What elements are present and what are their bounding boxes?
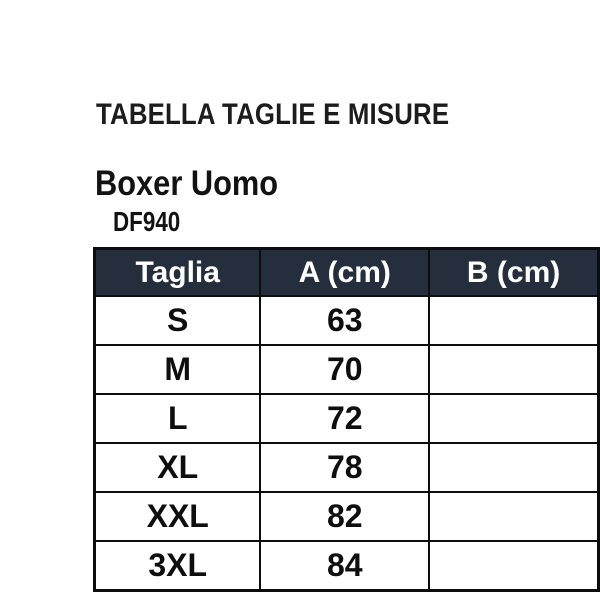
table-header-row xyxy=(95,249,599,297)
measure-b-cell xyxy=(429,492,598,541)
measure-a-cell: 84 xyxy=(260,541,429,591)
size-cell: S xyxy=(95,296,261,345)
measure-b-cell xyxy=(429,394,598,443)
column-header-size: Taglia xyxy=(95,249,261,297)
measure-b-cell xyxy=(429,443,598,492)
measure-a-cell: 82 xyxy=(260,492,429,541)
table-row xyxy=(95,541,599,591)
size-cell: 3XL xyxy=(95,541,261,591)
size-cell: XL xyxy=(95,443,261,492)
measure-b-cell xyxy=(429,345,598,394)
column-header-measure-b: B (cm) xyxy=(429,249,598,297)
table-row xyxy=(95,443,599,492)
measure-a-cell: 70 xyxy=(260,345,429,394)
measure-a-cell: 63 xyxy=(260,296,429,345)
page-title: TABELLA TAGLIE E MISURE xyxy=(96,98,450,131)
measure-a-cell: 78 xyxy=(260,443,429,492)
table-row xyxy=(95,492,599,541)
measure-a-cell: 72 xyxy=(260,394,429,443)
size-table xyxy=(93,247,600,592)
measure-b-cell xyxy=(429,541,598,591)
table-row xyxy=(95,296,599,345)
size-cell: M xyxy=(95,345,261,394)
table-row xyxy=(95,394,599,443)
size-cell: XXL xyxy=(95,492,261,541)
column-header-measure-a: A (cm) xyxy=(260,249,429,297)
product-code: DF940 xyxy=(113,206,181,237)
table-row xyxy=(95,345,599,394)
product-name: Boxer Uomo xyxy=(95,164,279,203)
measure-b-cell xyxy=(429,296,598,345)
size-cell: L xyxy=(95,394,261,443)
